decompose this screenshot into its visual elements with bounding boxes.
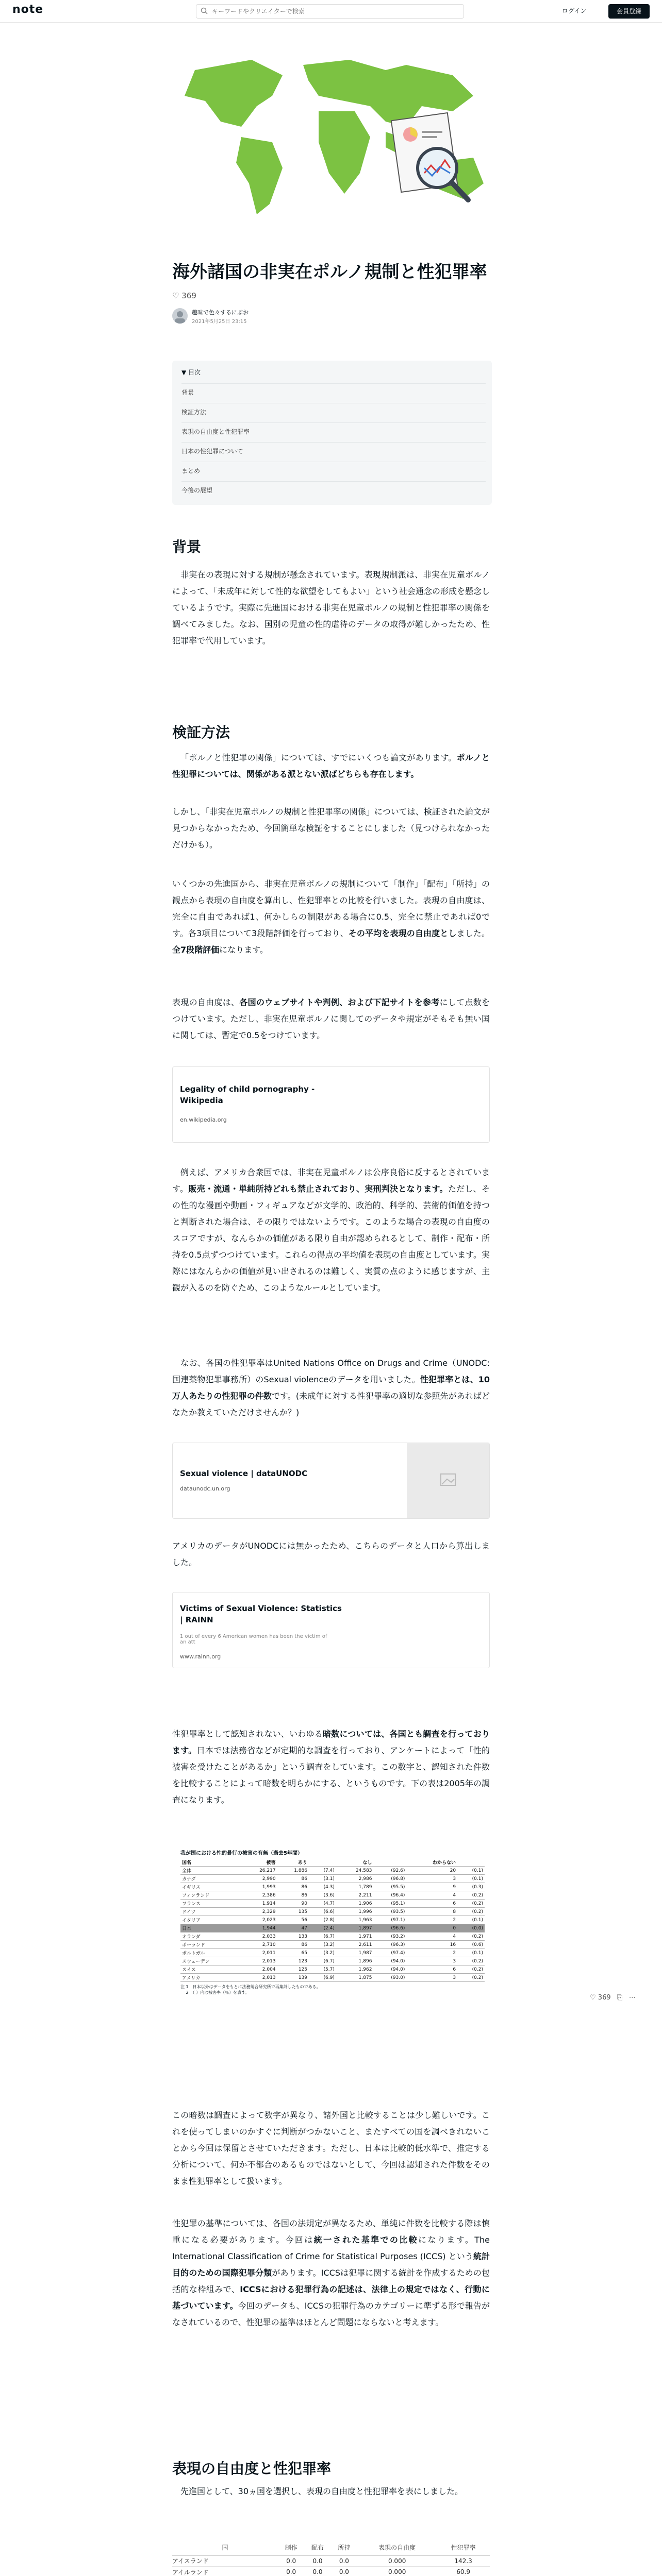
table-caption: 我が国における性的暴行の被害の有無（過去5年間） xyxy=(180,1851,303,1856)
table-cell: 2,710 xyxy=(240,1941,277,1949)
table-cell: (0.6) xyxy=(457,1941,485,1949)
table-cell: 1,944 xyxy=(240,1924,277,1933)
table-cell: 0.0 xyxy=(278,2567,304,2576)
table-cell: 142.3 xyxy=(437,2555,490,2567)
table-cell: (2.8) xyxy=(309,1916,336,1924)
table-cell: (96.6) xyxy=(373,1924,406,1933)
table-cell: 56 xyxy=(277,1916,309,1924)
table-cell: (0.2) xyxy=(457,1933,485,1941)
table-cell: 3 xyxy=(406,1875,457,1883)
table-row xyxy=(172,2555,490,2567)
table-cell: (0.2) xyxy=(457,1891,485,1900)
table-cell: 0.0 xyxy=(331,2567,357,2576)
card-thumbnail xyxy=(407,1443,489,1518)
table-cell: 1,896 xyxy=(336,1957,374,1965)
table-cell: 1,987 xyxy=(336,1949,374,1957)
link-card-wikipedia[interactable] xyxy=(172,1066,490,1143)
table-cell: (0.2) xyxy=(457,1957,485,1965)
table-cell: イギリス xyxy=(180,1883,240,1891)
table-cell: 3 xyxy=(406,1974,457,1982)
table-header-cell: なし xyxy=(336,1858,374,1867)
table-of-contents xyxy=(172,361,492,505)
table-cell: 139 xyxy=(277,1974,309,1982)
table-cell: (97.4) xyxy=(373,1949,406,1957)
login-link[interactable]: ログイン xyxy=(562,7,587,14)
table-cell: 全体 xyxy=(180,1867,240,1875)
table-cell: 6 xyxy=(406,1900,457,1908)
paragraph: いくつかの先進国から、非実在児童ポルノの規制について「制作」「配布」「所持」の観点から表現の自由度を算出し、性犯罪率との比較を行いました。表現の自由度は、完全に自由であれば1、何かしらの制限がある場合に0.5、完全に禁止であれば0です。各3項目について3段階評価を行っており、その平均を表現の自由度としました。全7段階評価になります。 xyxy=(172,879,490,955)
table-cell: スウェーデン xyxy=(180,1957,240,1965)
table-header-cell: 所持 xyxy=(331,2540,357,2555)
table-cell: (96.8) xyxy=(373,1875,406,1883)
table-cell: 65 xyxy=(277,1949,309,1957)
table-row xyxy=(180,1965,485,1974)
table-row xyxy=(180,1867,485,1875)
table-cell: 1,963 xyxy=(336,1916,374,1924)
table-row xyxy=(180,1949,485,1957)
author-name[interactable]: 趣味で色々するにぶお xyxy=(192,309,249,316)
table-cell: 1,962 xyxy=(336,1965,374,1974)
table-cell: フランス xyxy=(180,1900,240,1908)
card-title: Sexual violence | dataUNODC xyxy=(180,1469,308,1478)
table-cell: フィンランド xyxy=(180,1891,240,1900)
table-cell: 86 xyxy=(277,1875,309,1883)
table-cell: ドイツ xyxy=(180,1908,240,1916)
table-cell: 1,906 xyxy=(336,1900,374,1908)
victim-survey-table xyxy=(180,1858,485,1982)
table-cell: (94.0) xyxy=(373,1957,406,1965)
paragraph: 非実在の表現に対する規制が懸念されています。表現規制派は、非実在児童ポルノによって、「未成年に対して性的な欲望をしてもよい」という社会通念の形成を懸念しているようです。実際に先進国における非実在児童ポルノの規制と性犯罪率の関係を調べてみました。なお、国別の児童の性的虐待のデータの取得が難しかったため、性犯罪率で代用しています。 xyxy=(172,570,490,646)
table-cell: 125 xyxy=(277,1965,309,1974)
table-note: 2 （ ）内は被害率（％）を表す。 xyxy=(180,1990,250,1995)
table-header-cell: わからない xyxy=(406,1858,457,1867)
toc-item[interactable]: まとめ xyxy=(181,462,486,479)
link-card-rainn[interactable] xyxy=(172,1592,490,1668)
card-host: www.rainn.org xyxy=(180,1653,221,1660)
table-cell: 1,971 xyxy=(336,1933,374,1941)
table-cell: オランダ xyxy=(180,1933,240,1941)
paragraph: なお、各国の性犯罪率はUnited Nations Office on Drugs and Crime（UNODC: 国連薬物犯罪事務所）のSexual violenceのデータを用いました。性犯罪率とは、10万人あたりの性犯罪の件数です。(未成年に対する性犯罪率の適切な参照先があればどなたか教えていただけませんか？) xyxy=(172,1358,490,1417)
article-title: 海外諸国の非実在ポルノ規制と性犯罪率 xyxy=(172,262,487,282)
table-row xyxy=(180,1891,485,1900)
table-cell: (0.2) xyxy=(457,1900,485,1908)
paragraph: 例えば、アメリカ合衆国では、非実在児童ポルノは公序良俗に反するとされています。販売・流通・単純所持どれも禁止されており、実刑判決となります。ただし、その性的な漫画や動画・フィギュアなどが文学的、政治的、科学的、芸術的価値を持つと判断された場合は、その限りではないようです。このような場合の表現の自由度のスコアですが、なんらかの価値がある限り自由が認められるとして、制作・配布・所持を0.5点ずつつけています。これらの得点の平均値を表現の自由度としています。実際にはなんらかの価値が見い出されるのは難しく、実質の点のように感じますが、主観が入るのを防ぐため、このようなルールとしています。 xyxy=(172,1167,490,1293)
hero-image xyxy=(164,49,498,225)
table-cell: 133 xyxy=(277,1933,309,1941)
table-cell: (5.7) xyxy=(309,1965,336,1974)
table-cell: 20 xyxy=(406,1867,457,1875)
table-cell: 2 xyxy=(406,1916,457,1924)
search-input[interactable] xyxy=(212,6,454,16)
table-cell: 3 xyxy=(406,1957,457,1965)
table-cell: (6.9) xyxy=(309,1974,336,1982)
table-row xyxy=(180,1875,485,1883)
table-cell: 2,986 xyxy=(336,1875,374,1883)
table-cell: 2,013 xyxy=(240,1974,277,1982)
table-header-cell: 国 xyxy=(172,2540,278,2555)
table-cell: 0.000 xyxy=(357,2567,437,2576)
table-row xyxy=(180,1900,485,1908)
table-cell: (7.4) xyxy=(309,1867,336,1875)
floating-like[interactable]: ♡ 369 ⎘ ⋯ xyxy=(590,1994,636,2002)
table-cell: (93.0) xyxy=(373,1974,406,1982)
paragraph: 表現の自由度は、各国のウェブサイトや判例、および下記サイトを参考にして点数をつけています。ただし、非実在児童ポルノに関してのデータや規定がそもそも無い国に関しては、暫定で0.5をつけています。 xyxy=(172,997,490,1040)
table-cell: 47 xyxy=(277,1924,309,1933)
table-cell: イタリア xyxy=(180,1916,240,1924)
paragraph: 性犯罪の基準については、各国の法規定が異なるため、単純に件数を比較する際は慎重になる必要があります。今回は統一された基準での比較になります。The International Classification of Crime for Statistical Purposes (ICCS) という統計目的のための国際犯罪分類があります。ICCSは犯罪に関する統計を作成するための包括的な枠組みで、ICCSにおける犯罪行為の記述は、法律上の規定ではなく、行動に基づいています。今回のデータも、ICCSの犯罪行為のカテゴリーに準ずる形で報告がなされているので、性犯罪の基準はほとんど問題にならないと考えます。 xyxy=(172,2218,490,2327)
table-cell: 日本 xyxy=(180,1924,240,1933)
image-icon xyxy=(407,1443,489,1519)
toc-item[interactable]: 日本の性犯罪について xyxy=(181,442,486,460)
table-cell: (4.7) xyxy=(309,1900,336,1908)
table-cell: (97.1) xyxy=(373,1916,406,1924)
table-cell: (94.0) xyxy=(373,1965,406,1974)
table-cell: 1,996 xyxy=(336,1908,374,1916)
paragraph: この暗数は調査によって数字が異なり、諸外国と比較することは少し難しいです。これを使ってしまいのかすぐに判断がつかないこと、またすべての国を調べきれないことから今回は保留とさせていただきます。ただし、日本は比較的低水準で、推定する分析について、何か不都合のあるものではないとして、今回は認知された件数をそのまま性犯罪率として扱います。 xyxy=(172,2110,490,2186)
table-cell: 0 xyxy=(406,1924,457,1933)
signup-button[interactable]: 会員登録 xyxy=(608,4,650,19)
card-description: 1 out of every 6 American women has been the victim of an att xyxy=(180,1634,327,1645)
table-cell: 60.9 xyxy=(437,2567,490,2576)
table-cell: 6 xyxy=(406,1965,457,1974)
table-cell: ポーランド xyxy=(180,1941,240,1949)
table-cell: 123 xyxy=(277,1957,309,1965)
table-cell: 24,583 xyxy=(336,1867,374,1875)
card-host: dataunodc.un.org xyxy=(180,1485,230,1492)
table-cell: (3.1) xyxy=(309,1875,336,1883)
table-cell: 16 xyxy=(406,1941,457,1949)
table-cell: 8 xyxy=(406,1908,457,1916)
table-row xyxy=(180,1957,485,1965)
table-cell: 86 xyxy=(277,1883,309,1891)
table-cell: (6.7) xyxy=(309,1957,336,1965)
table-cell: 0.0 xyxy=(278,2555,304,2567)
victim-survey-table-image xyxy=(180,1849,485,2052)
card-title: Legality of child pornography - Wikipedia xyxy=(180,1084,315,1105)
card-title: Victims of Sexual Violence: Statistics | RAINN xyxy=(180,1604,342,1624)
table-cell: 2,004 xyxy=(240,1965,277,1974)
table-cell: (3.6) xyxy=(309,1891,336,1900)
publish-date: 2021年5月25日 23:15 xyxy=(192,319,247,325)
table-cell: 86 xyxy=(277,1891,309,1900)
card-host: en.wikipedia.org xyxy=(180,1116,227,1123)
table-cell: (0.2) xyxy=(457,1965,485,1974)
table-cell: 2,990 xyxy=(240,1875,277,1883)
table-cell: (3.2) xyxy=(309,1949,336,1957)
table-cell: 1,993 xyxy=(240,1883,277,1891)
table-cell: (0.0) xyxy=(457,1924,485,1933)
top-header xyxy=(0,0,662,23)
search-box[interactable] xyxy=(196,4,464,19)
toc-heading[interactable]: ▼ 目次 xyxy=(181,369,201,376)
table-cell: 90 xyxy=(277,1900,309,1908)
table-cell: (2.4) xyxy=(309,1924,336,1933)
table-header-cell: 制作 xyxy=(278,2540,304,2555)
paragraph: アメリカのデータがUNODCには無かったため、こちらのデータと人口から算出しました。 xyxy=(172,1541,490,1567)
table-cell: 86 xyxy=(277,1941,309,1949)
table-cell: 1,875 xyxy=(336,1974,374,1982)
table-cell: (93.2) xyxy=(373,1933,406,1941)
table-cell: 1,886 xyxy=(277,1867,309,1875)
table-cell: (0.1) xyxy=(457,1867,485,1875)
table-cell: アイルランド xyxy=(172,2567,278,2576)
table-cell: (0.1) xyxy=(457,1916,485,1924)
table-header-cell xyxy=(309,1858,336,1867)
table-cell: ポルトガル xyxy=(180,1949,240,1957)
section-heading-freedom: 表現の自由度と性犯罪率 xyxy=(172,2460,332,2477)
table-row xyxy=(180,1883,485,1891)
table-cell: アイスランド xyxy=(172,2555,278,2567)
table-cell: 1,897 xyxy=(336,1924,374,1933)
table-cell: カナダ xyxy=(180,1875,240,1883)
table-cell: (92.6) xyxy=(373,1867,406,1875)
table-cell: (6.6) xyxy=(309,1908,336,1916)
paragraph: 「ポルノと性犯罪の関係」については、すでにいくつも論文があります。ポルノと性犯罪については、関係がある派とない派ばどちらも存在します。 xyxy=(172,753,490,779)
table-cell: 4 xyxy=(406,1891,457,1900)
heart-icon[interactable]: ♡ xyxy=(172,291,179,300)
freedom-table-wrap xyxy=(172,2540,490,2576)
table-cell: 9 xyxy=(406,1883,457,1891)
table-cell: 2,329 xyxy=(240,1908,277,1916)
table-cell: (3.2) xyxy=(309,1941,336,1949)
toc-item[interactable]: 背景 xyxy=(181,383,486,401)
table-row xyxy=(180,1924,485,1933)
table-header-cell xyxy=(373,1858,406,1867)
table-cell: (95.5) xyxy=(373,1883,406,1891)
like-count-top[interactable] xyxy=(172,291,196,300)
table-row xyxy=(180,1916,485,1924)
table-cell: (4.3) xyxy=(309,1883,336,1891)
table-row xyxy=(180,1941,485,1949)
table-cell: 135 xyxy=(277,1908,309,1916)
table-header-cell: 性犯罪率 xyxy=(437,2540,490,2555)
table-header-cell xyxy=(457,1858,485,1867)
search-icon xyxy=(201,7,208,14)
table-cell: 0.0 xyxy=(304,2555,330,2567)
table-cell: (6.7) xyxy=(309,1933,336,1941)
table-header-cell: 配布 xyxy=(304,2540,330,2555)
table-header-cell: あり xyxy=(277,1858,309,1867)
table-cell: 2,211 xyxy=(336,1891,374,1900)
table-cell: (93.5) xyxy=(373,1908,406,1916)
table-cell: 2,611 xyxy=(336,1941,374,1949)
table-cell: (95.1) xyxy=(373,1900,406,1908)
table-cell: 2 xyxy=(406,1949,457,1957)
paragraph: 性犯罪率として認知されない、いわゆる暗数については、各国とも調査を行っております。日本では法務省などが定期的な調査を行っており、アンケートによって「性的被害を受けたことがあるか」という調査をしています。この数字と、認知された件数を比較することによって暗数を明らかにする、というものです。下の表は2005年の調査になります。 xyxy=(172,1729,490,1805)
section-heading-background: 背景 xyxy=(172,538,202,555)
table-cell: 0.0 xyxy=(304,2567,330,2576)
table-cell: (96.3) xyxy=(373,1941,406,1949)
freedom-table xyxy=(172,2540,490,2576)
table-cell: 2,033 xyxy=(240,1933,277,1941)
table-header-cell: 国名 xyxy=(180,1858,240,1867)
table-row xyxy=(172,2567,490,2576)
table-cell: 1,789 xyxy=(336,1883,374,1891)
table-cell: 0.000 xyxy=(357,2555,437,2567)
table-cell: 0.0 xyxy=(331,2555,357,2567)
table-cell: 4 xyxy=(406,1933,457,1941)
note-logo[interactable]: note xyxy=(12,3,44,16)
table-cell: 2,023 xyxy=(240,1916,277,1924)
table-cell: (0.3) xyxy=(457,1883,485,1891)
table-cell: 2,386 xyxy=(240,1891,277,1900)
table-cell: (0.2) xyxy=(457,1974,485,1982)
table-cell: スイス xyxy=(180,1965,240,1974)
table-row xyxy=(180,1933,485,1941)
paragraph: 先進国として、30ヵ国を選択し、表現の自由度と性犯罪率を表にしました。 xyxy=(180,2486,464,2496)
table-cell: (0.1) xyxy=(457,1875,485,1883)
table-row xyxy=(180,1974,485,1982)
toc-item[interactable]: 検証方法 xyxy=(181,403,486,420)
table-cell: 26,217 xyxy=(240,1867,277,1875)
toc-item[interactable]: 表現の自由度と性犯罪率 xyxy=(181,422,486,440)
section-heading-method: 検証方法 xyxy=(172,724,230,741)
table-cell: 1,914 xyxy=(240,1900,277,1908)
toc-item[interactable]: 今後の展望 xyxy=(181,481,486,499)
like-count: 369 xyxy=(181,291,196,300)
link-card-unodc[interactable] xyxy=(172,1443,490,1519)
table-row xyxy=(180,1908,485,1916)
table-cell: 2,013 xyxy=(240,1957,277,1965)
table-cell: (0.2) xyxy=(457,1908,485,1916)
table-cell: アメリカ xyxy=(180,1974,240,1982)
paragraph: しかし、「非実在児童ポルノの規制と性犯罪率の関係」については、検証された論文が見つからなかったため、今回簡単な検証をすることにしました（見つけられなかっただけかも）。 xyxy=(172,807,490,850)
table-cell: (0.1) xyxy=(457,1949,485,1957)
table-note: 注 1 日本以外はデータをもとに法務総合研究所で再集計したものである。 xyxy=(180,1985,321,1989)
table-header-cell: 被害 xyxy=(240,1858,277,1867)
table-cell: (96.4) xyxy=(373,1891,406,1900)
table-header-cell: 表現の自由度 xyxy=(357,2540,437,2555)
author-avatar[interactable] xyxy=(172,308,188,324)
table-cell: 2,011 xyxy=(240,1949,277,1957)
